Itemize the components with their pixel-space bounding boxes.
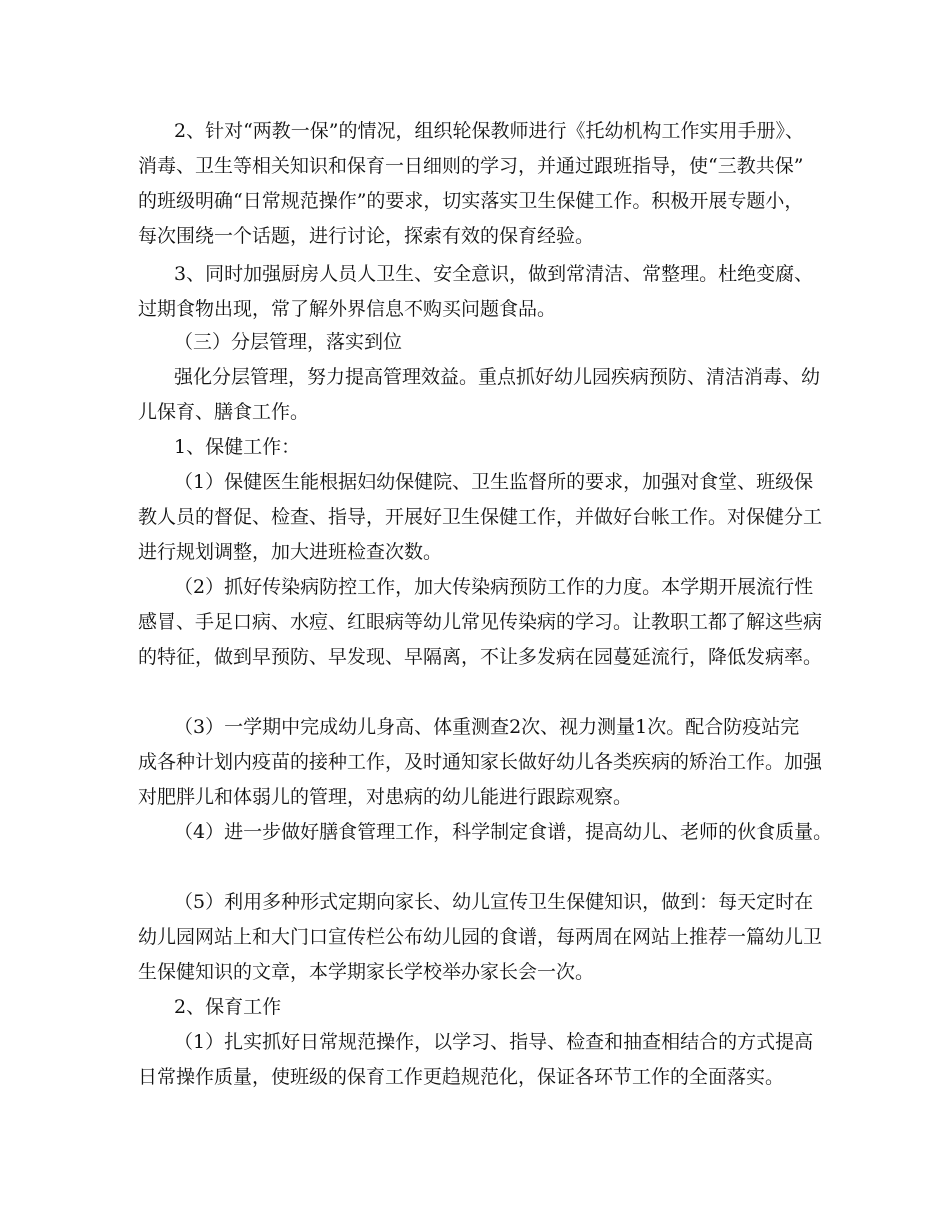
text-line: 的特征，做到早预防、早发现、早隔离，不让多发病在园蔓延流行，降低发病率。 xyxy=(138,646,823,668)
text-line: 日常操作质量，使班级的保育工作更趋规范化，保证各环节工作的全面落实。 xyxy=(138,1066,785,1088)
paragraph-item-1 xyxy=(138,465,828,570)
text-line: 消毒、卫生等相关知识和保育一日细则的学习，并通过跟班指导，使“三教共保” xyxy=(138,155,804,177)
paragraph-item-4 xyxy=(138,815,833,850)
text-line: 成各种计划内疫苗的接种工作，及时通知家长做好幼儿各类疾病的矫治工作。加强 xyxy=(138,751,823,773)
text-line: （5）利用多种形式定期向家长、幼儿宣传卫生保健知识，做到：每天定时在 xyxy=(174,891,814,913)
text-line: 3、同时加强厨房人员人卫生、安全意识，做到常清洁、常整理。杜绝变腐、 xyxy=(174,263,814,285)
text-line: （1）扎实抓好日常规范操作，以学习、指导、检查和抽查相结合的方式提高 xyxy=(174,1031,814,1053)
text-line: 儿保育、膳食工作。 xyxy=(138,401,310,423)
paragraph-childcare-item-1 xyxy=(138,1025,828,1095)
paragraph-item-3 xyxy=(138,710,828,815)
paragraph-two-teachers-one-caregiver xyxy=(138,114,828,254)
paragraph-item-2 xyxy=(138,570,828,675)
section-heading-layered-management xyxy=(138,325,828,360)
subheading-health-care-work xyxy=(138,430,828,465)
text-line: 2、保育工作 xyxy=(174,996,282,1018)
text-line: 生保健知识的文章，本学期家长学校举办家长会一次。 xyxy=(138,961,595,983)
text-line: （4）进一步做好膳食管理工作，科学制定食谱，提高幼儿、老师的伙食质量。 xyxy=(174,821,833,843)
text-line: 幼儿园网站上和大门口宣传栏公布幼儿园的食谱，每两周在网站上推荐一篇幼儿卫 xyxy=(138,926,823,948)
paragraph-strengthen-management xyxy=(138,360,828,430)
subheading-childcare-work xyxy=(138,990,828,1025)
paragraph-item-5 xyxy=(138,885,828,990)
text-line: 强化分层管理，努力提高管理效益。重点抓好幼儿园疾病预防、清洁消毒、幼 xyxy=(174,366,821,388)
text-line: 教人员的督促、检查、指导，开展好卫生保健工作，并做好台帐工作。对保健分工 xyxy=(138,506,823,528)
text-line: （3）一学期中完成幼儿身高、体重测查2次、视力测量1次。配合防疫站完 xyxy=(174,716,800,738)
text-line: （2）抓好传染病防控工作，加大传染病预防工作的力度。本学期开展流行性 xyxy=(174,576,814,598)
text-line: 对肥胖儿和体弱儿的管理，对患病的幼儿能进行跟踪观察。 xyxy=(138,786,633,808)
text-line: 的班级明确“日常规范操作”的要求，切实落实卫生保健工作。积极开展专题小， xyxy=(138,190,804,212)
text-line: 过期食物出现，常了解外界信息不购买问题食品。 xyxy=(138,298,557,320)
text-line: 感冒、手足口病、水痘、红眼病等幼儿常见传染病的学习。让教职工都了解这些病 xyxy=(138,611,823,633)
text-line: （三）分层管理，落实到位 xyxy=(174,331,403,353)
text-line: 2、针对“两教一保”的情况，组织轮保教师进行《托幼机构工作实用手册》、 xyxy=(174,120,805,142)
text-line: 1、保健工作： xyxy=(174,436,301,458)
text-line: 进行规划调整，加大进班检查次数。 xyxy=(138,541,443,563)
text-line: 每次围绕一个话题，进行讨论，探索有效的保育经验。 xyxy=(138,225,595,247)
text-line: （1）保健医生能根据妇幼保健院、卫生监督所的要求，加强对食堂、班级保 xyxy=(174,471,814,493)
paragraph-kitchen-hygiene xyxy=(138,257,828,327)
